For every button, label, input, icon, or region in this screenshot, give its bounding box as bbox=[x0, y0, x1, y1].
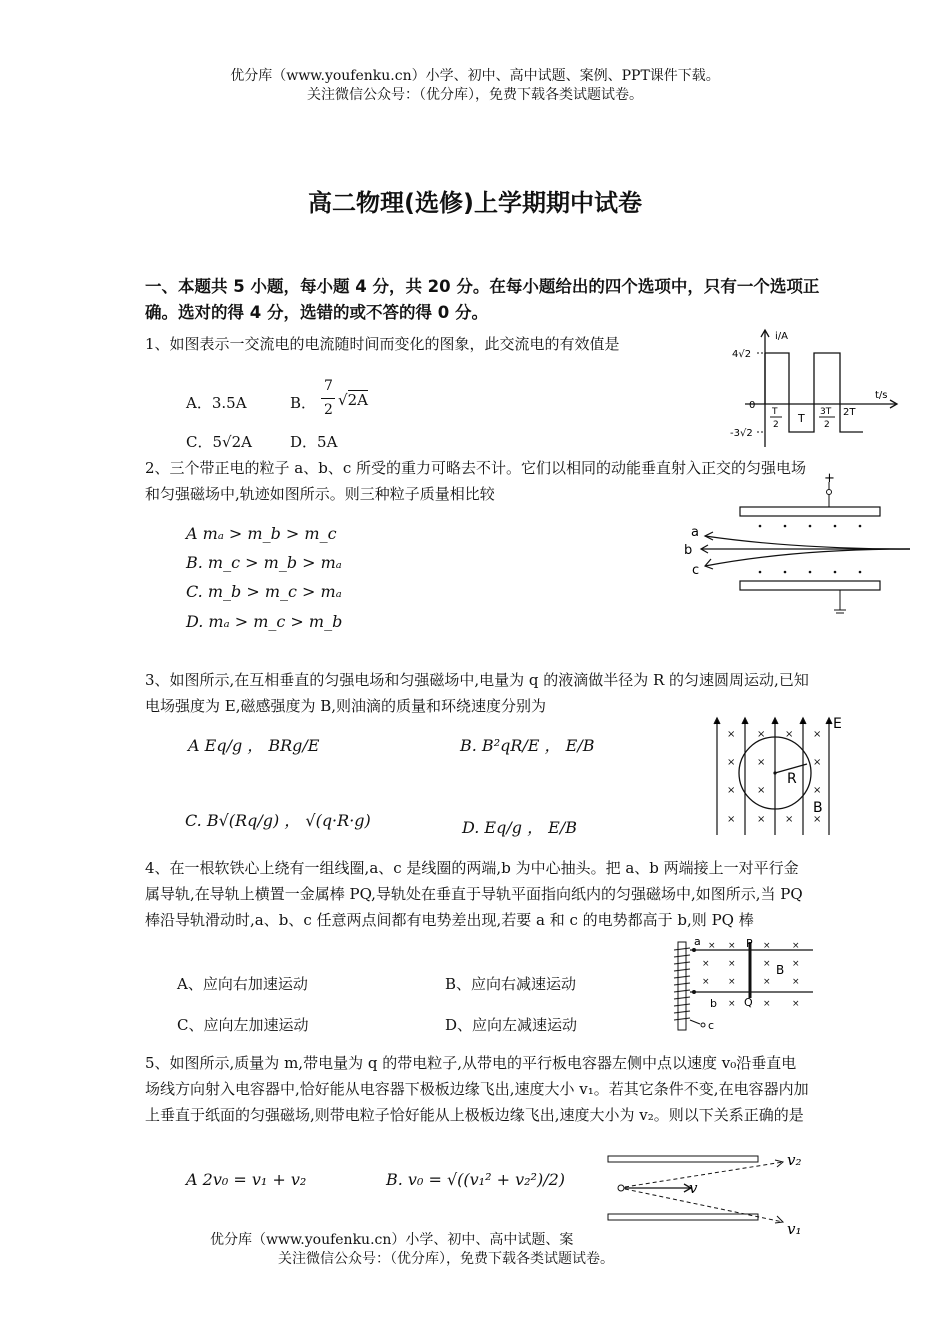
label-v2: v₂ bbox=[787, 1151, 802, 1169]
cross-mark: × bbox=[757, 785, 766, 796]
cross-mark: × bbox=[763, 941, 771, 951]
cross-mark: × bbox=[727, 785, 736, 796]
q1-option-b-den: 2 bbox=[324, 402, 333, 418]
q4-option-b: B、应向右减速运动 bbox=[445, 975, 577, 993]
cross-mark: × bbox=[728, 959, 736, 969]
cross-mark: × bbox=[785, 729, 794, 740]
section-heading: 一、本题共 5 小题，每小题 4 分，共 20 分。在每小题给出的四个选项中，只有一个选项正确。选对的得 4 分，选错的或不答的得 0 分。 bbox=[145, 277, 820, 322]
cross-mark: × bbox=[727, 729, 736, 740]
label-c: c bbox=[692, 563, 700, 578]
q2-field-figure bbox=[675, 470, 915, 620]
label-a: a bbox=[694, 935, 701, 948]
cross-mark: × bbox=[757, 729, 766, 740]
cross-mark: × bbox=[792, 959, 800, 969]
q2-option-d: D. mₐ > m_c > m_b bbox=[186, 612, 343, 631]
q2-option-c: C. m_b > m_c > mₐ bbox=[186, 582, 342, 601]
cross-mark: × bbox=[757, 757, 766, 768]
q3-option-c: C. B√(Rq/g) ， √(q·R·g) bbox=[185, 811, 371, 830]
q3-field-figure bbox=[705, 710, 855, 840]
label-E: E bbox=[833, 716, 842, 732]
graph-tick-t4: 2T bbox=[843, 407, 856, 418]
cross-mark: × bbox=[792, 977, 800, 987]
upper-plate bbox=[608, 1156, 758, 1162]
cross-mark: × bbox=[792, 941, 800, 951]
cross-mark: × bbox=[757, 814, 766, 825]
particle bbox=[618, 1185, 624, 1191]
q1-option-c: C．5√2A bbox=[186, 433, 252, 451]
graph-tick-t3-num: 3T bbox=[820, 407, 832, 417]
label-v: v bbox=[689, 1179, 698, 1197]
label-Q: Q bbox=[744, 996, 753, 1009]
page-title: 高二物理(选修)上学期期中试卷 bbox=[308, 189, 642, 217]
cross-mark: × bbox=[727, 814, 736, 825]
cross-mark: × bbox=[813, 814, 822, 825]
label-P: P bbox=[746, 937, 753, 950]
q1-option-b bbox=[290, 378, 400, 422]
cross-mark: × bbox=[813, 757, 822, 768]
q2-option-a: A mₐ > m_b > m_c bbox=[186, 524, 337, 543]
header-line-1: 优分库（www.youfenku.cn）小学、初中、高中试题、案例、PPT课件下载。 bbox=[230, 68, 720, 84]
q4-option-d: D、应向左减速运动 bbox=[445, 1016, 578, 1034]
upper-plate bbox=[740, 507, 880, 516]
graph-tick-t1-num: T bbox=[772, 407, 778, 417]
cross-mark: × bbox=[763, 959, 771, 969]
question-4-stem: 4、在一根软铁心上绕有一组线圈,a、c 是线圈的两端,b 为中心抽头。把 a、b 两端接上一对平行金属导轨,在导轨上横置一金属棒 PQ,导轨处在垂直于导轨平面指向纸内的匀强磁场中,如图所示,当 PQ 棒沿导轨滑动时,a、b、c 任意两点间都有电势差出现,若要 a 和 c 的电势都高于 b,则 PQ 棒 bbox=[145, 859, 803, 929]
graph-y-label: i/A bbox=[775, 331, 788, 342]
question-3-stem: 3、如图所示,在互相垂直的匀强电场和匀强磁场中,电量为 q 的液滴做半径为 R 的匀速圆周运动,已知电场强度为 E,磁感强度为 B,则油滴的质量和环绕速度分别为 bbox=[145, 671, 809, 715]
graph-tick-t1-den: 2 bbox=[773, 420, 779, 430]
graph-tick-t2: T bbox=[798, 412, 805, 425]
q1-option-b-root: 2A bbox=[347, 391, 368, 409]
trajectory-a bbox=[705, 536, 910, 549]
graph-y-negative: -3√2 bbox=[730, 428, 753, 439]
question-1-stem: 1、如图表示一交流电的电流随时间而变化的图象，此交流电的有效值是 bbox=[145, 335, 620, 353]
cross-mark: × bbox=[702, 977, 710, 987]
label-b: b bbox=[684, 543, 693, 558]
q5-capacitor-figure bbox=[603, 1148, 813, 1240]
q4-coil-rail-figure bbox=[668, 932, 818, 1034]
label-v1: v₁ bbox=[787, 1220, 802, 1238]
cross-mark: × bbox=[813, 729, 822, 740]
cross-mark: × bbox=[728, 999, 736, 1009]
q1-current-graph bbox=[725, 325, 905, 450]
cross-mark: × bbox=[763, 999, 771, 1009]
question-5-stem: 5、如图所示,质量为 m,带电量为 q 的带电粒子,从带电的平行板电容器左侧中点以速度 v₀沿垂直电场线方向射入电容器中,恰好能从电容器下极板边缘飞出,速度大小 v₁。若其它条件不变,在电容器内加上垂直于纸面的匀强磁场,则带电粒子恰好能从上极板边缘飞出,速度大小为 v₂。则以下关系正确的是 bbox=[145, 1054, 809, 1124]
cross-mark: × bbox=[785, 814, 794, 825]
q2-option-b: B. m_c > m_b > mₐ bbox=[186, 553, 342, 572]
q1-option-b-radical: √2A bbox=[338, 391, 368, 409]
cross-mark: × bbox=[728, 977, 736, 987]
cross-mark: × bbox=[708, 941, 716, 951]
label-B: B bbox=[776, 963, 785, 977]
label-c: c bbox=[708, 1019, 715, 1032]
q5-option-b: B. v₀ = √((v₁² + v₂²)/2) bbox=[386, 1170, 566, 1189]
q3-option-d: D. Eq/g ， E/B bbox=[462, 818, 577, 837]
label-b: b bbox=[710, 997, 717, 1010]
lower-plate bbox=[608, 1214, 758, 1220]
plus-terminal: + bbox=[824, 471, 835, 486]
cross-mark: × bbox=[728, 941, 736, 951]
q1-option-b-fraction-bar bbox=[321, 398, 335, 399]
q3-option-a: A Eq/g ， BRg/E bbox=[188, 736, 320, 755]
trajectory-c bbox=[705, 549, 910, 566]
header-line-2: 关注微信公众号：（优分库），免费下载各类试题试卷。 bbox=[307, 87, 643, 103]
cross-mark: × bbox=[702, 959, 710, 969]
q5-option-a: A 2v₀ = v₁ + v₂ bbox=[186, 1170, 307, 1189]
q1-option-d: D．5A bbox=[290, 433, 338, 451]
q1-option-b-num: 7 bbox=[324, 378, 333, 394]
question-2-stem: 2、三个带正电的粒子 a、b、c 所受的重力可略去不计。它们以相同的动能垂直射入正交的匀强电场和匀强磁场中,轨迹如图所示。则三种粒子质量相比较 bbox=[145, 459, 807, 503]
graph-x-label: t/s bbox=[875, 390, 888, 401]
lower-plate bbox=[740, 581, 880, 590]
q4-option-a: A、应向右加速运动 bbox=[177, 975, 308, 993]
cross-mark: × bbox=[727, 757, 736, 768]
q1-option-b-prefix: B． bbox=[290, 394, 317, 412]
q4-option-c: C、应向左加速运动 bbox=[177, 1016, 309, 1034]
graph-tick-t3-den: 2 bbox=[824, 420, 830, 430]
footer-line-1: 优分库（www.youfenku.cn）小学、初中、高中试题、案 bbox=[210, 1232, 574, 1248]
label-R: R bbox=[787, 771, 797, 787]
cross-mark: × bbox=[763, 977, 771, 987]
label-B: B bbox=[813, 800, 823, 816]
q1-option-a: A．3.5A bbox=[186, 394, 247, 412]
label-a: a bbox=[691, 525, 699, 540]
footer-line-2: 关注微信公众号：（优分库），免费下载各类试题试卷。 bbox=[278, 1251, 614, 1267]
graph-origin: 0 bbox=[749, 400, 756, 411]
graph-y-positive: 4√2 bbox=[732, 349, 752, 360]
cross-mark: × bbox=[792, 999, 800, 1009]
cross-mark: × bbox=[813, 785, 822, 796]
q3-option-b: B. B²qR/E ， E/B bbox=[460, 736, 595, 755]
